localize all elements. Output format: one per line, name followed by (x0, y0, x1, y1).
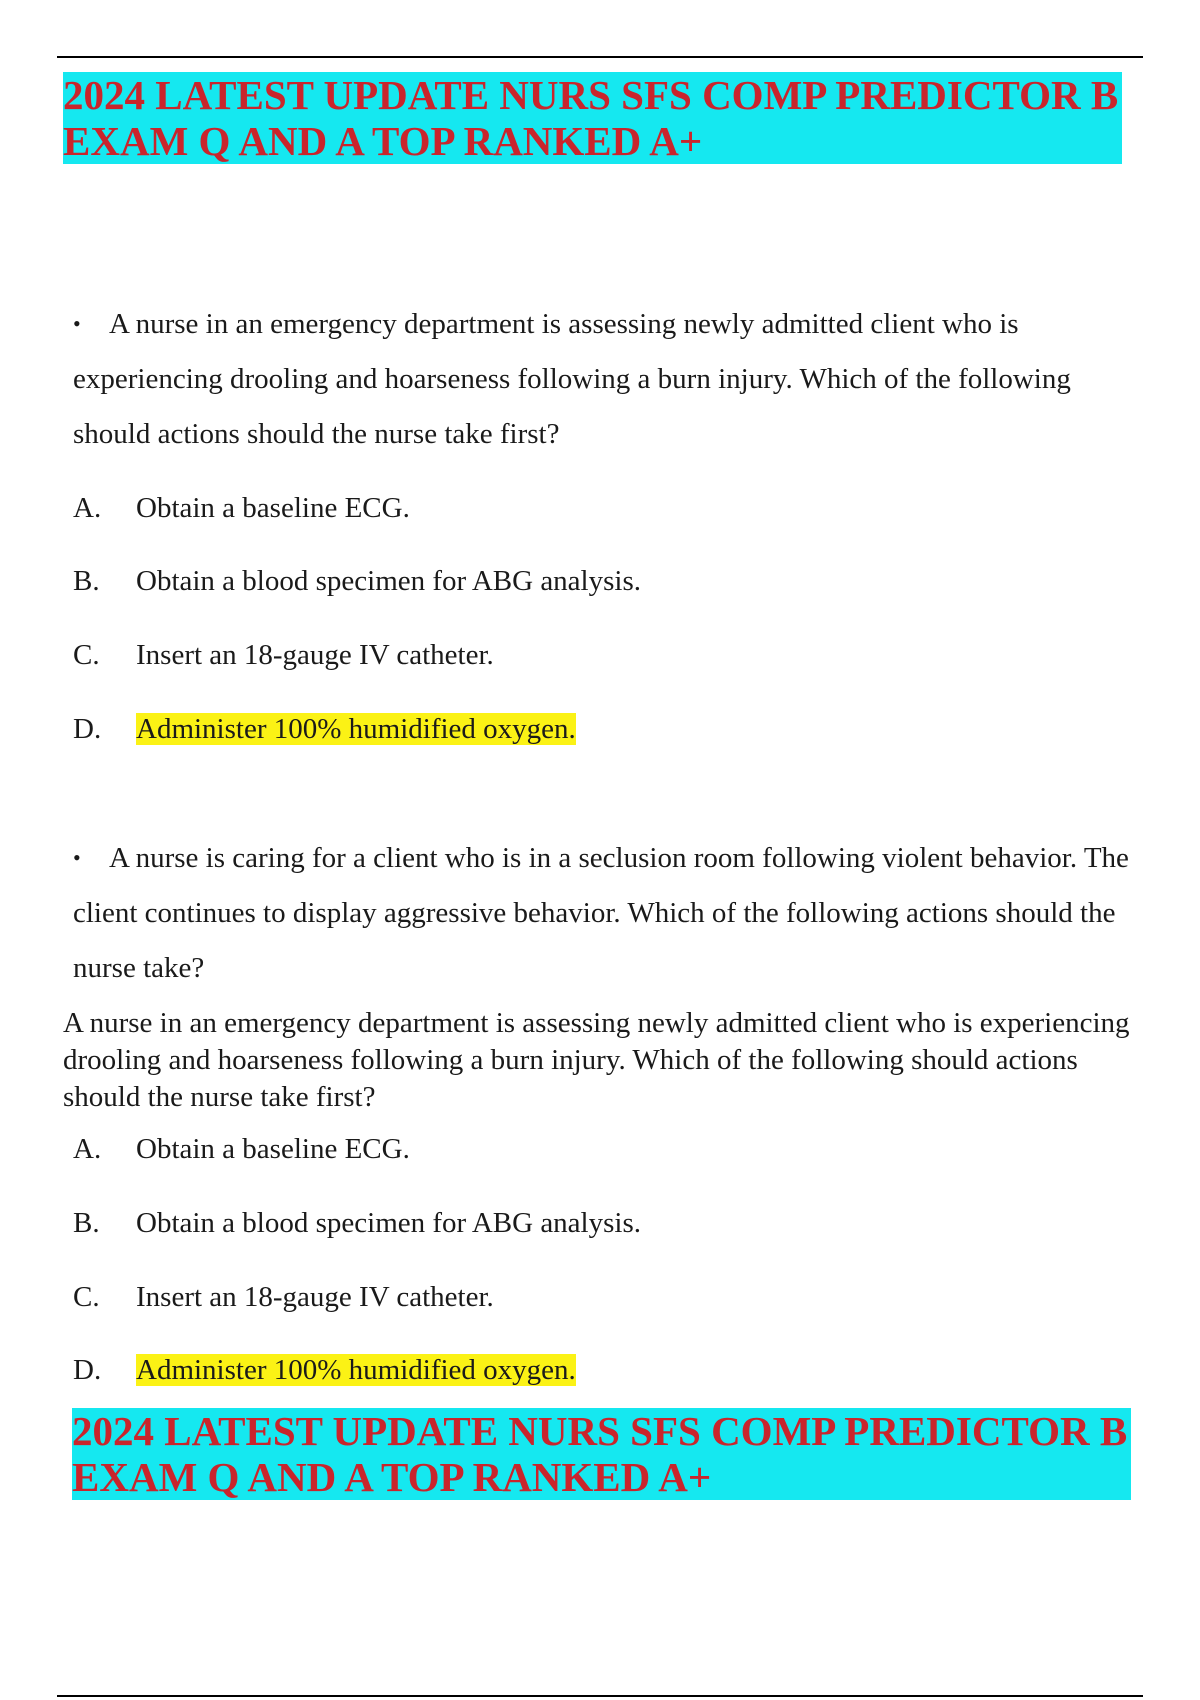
title-line-1: 2024 LATEST UPDATE NURS SFS COMP PREDICTOR B (63, 72, 1119, 118)
question-1 (73, 296, 1143, 462)
option-letter: C. (73, 639, 100, 671)
bullet-icon: • (73, 845, 81, 870)
footer-title-line-1: 2024 LATEST UPDATE NURS SFS COMP PREDICTOR B (72, 1408, 1128, 1454)
bottom-rule (57, 1695, 1143, 1697)
question-3-text: A nurse in an emergency department is assessing newly admitted client who is experiencing drooling and hoarseness following a burn injury. Which of the following should actions should the nurse take first? (63, 1007, 1130, 1113)
bullet-icon: • (73, 311, 81, 336)
document-title (63, 72, 1122, 164)
option-letter: A. (73, 1133, 102, 1165)
question-1-option-c (73, 637, 494, 673)
question-3-option-a (73, 1131, 410, 1167)
option-letter: D. (73, 713, 102, 745)
option-text: Insert an 18-gauge IV catheter. (136, 1281, 494, 1313)
title-line-2: EXAM Q AND A TOP RANKED A+ (63, 118, 703, 164)
option-text: Insert an 18-gauge IV catheter. (136, 639, 494, 671)
question-1-option-a (73, 490, 410, 526)
option-text: Obtain a blood specimen for ABG analysis. (136, 565, 641, 597)
option-letter: B. (73, 1207, 100, 1239)
question-3-option-d (73, 1352, 576, 1388)
top-rule (57, 56, 1143, 58)
option-letter: B. (73, 565, 100, 597)
footer-title (72, 1408, 1131, 1500)
correct-answer-highlight: Administer 100% humidified oxygen. (136, 713, 576, 745)
option-text: Obtain a baseline ECG. (136, 492, 410, 524)
question-3-option-c (73, 1279, 494, 1315)
question-3-option-b (73, 1205, 641, 1241)
option-text: Obtain a baseline ECG. (136, 1133, 410, 1165)
option-text: Obtain a blood specimen for ABG analysis. (136, 1207, 641, 1239)
option-letter: D. (73, 1354, 102, 1386)
question-1-option-b (73, 563, 641, 599)
option-letter: A. (73, 492, 102, 524)
question-1-option-d (73, 711, 576, 747)
question-1-text: A nurse in an emergency department is assessing newly admitted client who is experiencing drooling and hoarseness following a burn injury. Which of the following should actions should the nurse take first? (73, 308, 1071, 450)
correct-answer-highlight: Administer 100% humidified oxygen. (136, 1354, 576, 1386)
option-letter: C. (73, 1281, 100, 1313)
footer-title-line-2: EXAM Q AND A TOP RANKED A+ (72, 1454, 712, 1500)
question-2 (73, 830, 1143, 996)
question-2-text: A nurse is caring for a client who is in a seclusion room following violent behavior. The client continues to display aggressive behavior. Which of the following actions should the nurse take? (73, 842, 1129, 984)
